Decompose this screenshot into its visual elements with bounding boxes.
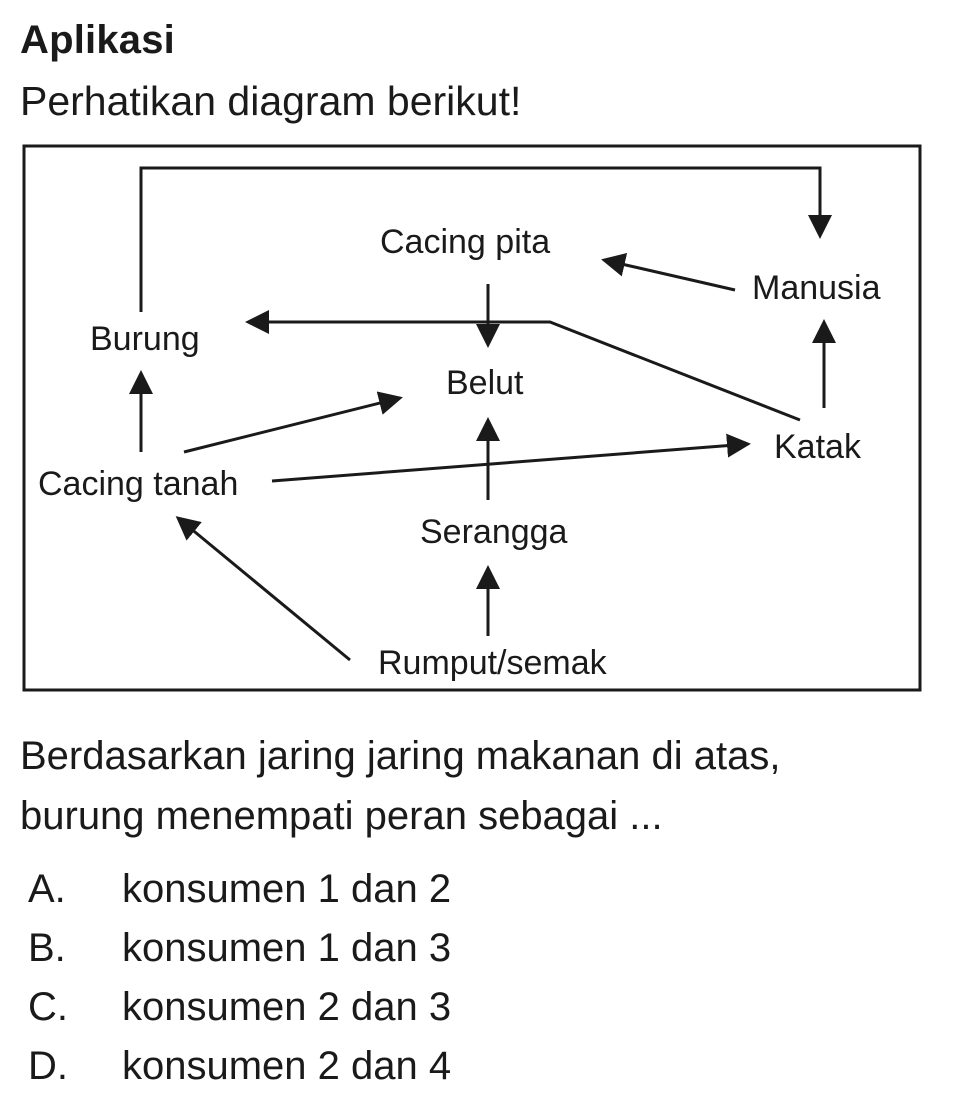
node-katak: Katak: [774, 428, 861, 466]
node-cacing-pita: Cacing pita: [380, 223, 551, 261]
option-letter: A.: [28, 867, 66, 911]
question-line-2: burung menempati peran sebagai ...: [20, 794, 663, 838]
option-c[interactable]: [20, 978, 920, 1037]
option-text: konsumen 1 dan 3: [122, 926, 452, 970]
arrow-manusia-to-cacing-pita: [604, 260, 735, 290]
arrow-cacing-tanah-to-katak: [272, 444, 748, 481]
node-rumput-semak: Rumput/semak: [378, 644, 607, 682]
answer-options: [20, 860, 920, 1096]
option-a[interactable]: [20, 860, 920, 919]
question-text: [20, 726, 950, 846]
node-manusia: Manusia: [752, 269, 881, 307]
question-line-1: Berdasarkan jaring jaring makanan di atas,: [20, 734, 781, 778]
arrow-cacing-tanah-to-belut: [184, 398, 400, 452]
option-text: konsumen 2 dan 3: [122, 985, 452, 1029]
node-burung: Burung: [90, 320, 200, 358]
option-letter: D.: [28, 1044, 68, 1088]
node-cacing-tanah: Cacing tanah: [38, 465, 239, 503]
instruction-text: Perhatikan diagram berikut!: [20, 78, 522, 124]
option-d[interactable]: [20, 1037, 920, 1096]
arrow-katak-to-burung: [248, 322, 800, 420]
node-belut: Belut: [446, 364, 524, 402]
arrow-rumput-to-cacing-tanah: [178, 518, 350, 660]
option-letter: C.: [28, 985, 68, 1029]
option-text: konsumen 2 dan 4: [122, 1044, 452, 1088]
node-serangga: Serangga: [420, 513, 568, 551]
option-text: konsumen 1 dan 2: [122, 867, 452, 911]
option-letter: B.: [28, 926, 66, 970]
section-heading: Aplikasi: [20, 18, 175, 62]
option-b[interactable]: [20, 919, 920, 978]
